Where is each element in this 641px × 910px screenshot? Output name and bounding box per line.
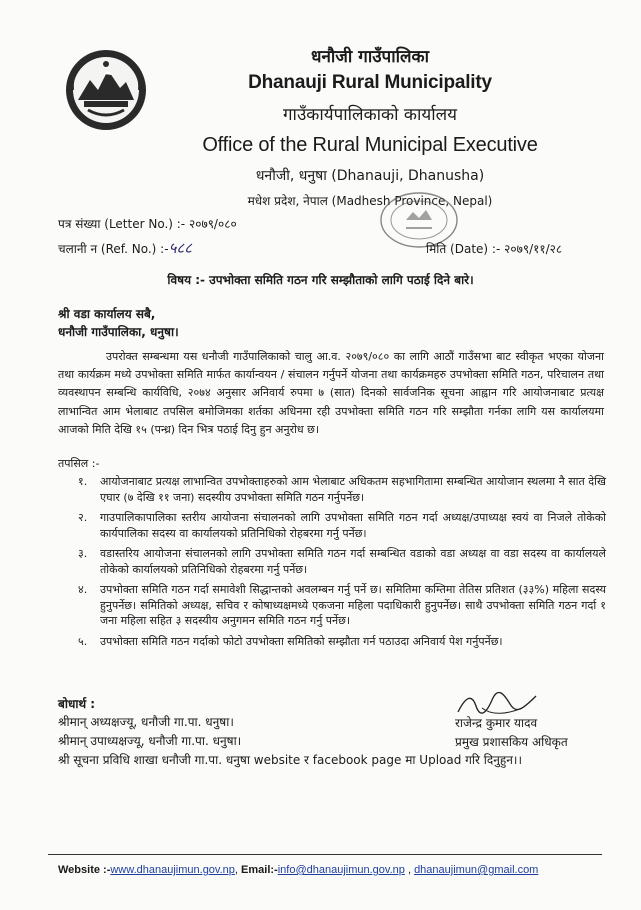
item-number: ३.	[78, 547, 88, 560]
footer-separator: ,	[234, 864, 242, 876]
item-number: ४.	[78, 583, 88, 596]
conditions-list	[78, 474, 606, 654]
item-text: वडास्तरिय आयोजना संचालनको लागि उपभोक्ता समिति गठन गर्दा सम्बन्धित वडाको वडा अध्यक्ष वा वडा सदस्य वा कार्यालयले तोकेको कार्यालयको प्रतिनिधिको रोहबरमा गर्नु पर्नेछ।	[100, 547, 606, 576]
date-label: मिति (Date) :-	[426, 242, 501, 256]
footer-divider	[48, 854, 602, 855]
footer-contact	[58, 864, 538, 876]
signatory-title: प्रमुख प्रशासकिय अधिकृत	[455, 735, 568, 749]
item-number: ५.	[78, 634, 88, 648]
office-name-np: गाउँकार्यपालिकाको कार्यालय	[282, 105, 458, 125]
letter-date	[426, 240, 562, 257]
reference-number	[58, 238, 192, 258]
email-link-gmail[interactable]: dhanaujimun@gmail.com	[414, 864, 539, 876]
recipient-line-1: श्री वडा कार्यालय सबै,	[58, 307, 156, 321]
reference-number-value: ५८८	[168, 239, 192, 257]
list-item	[78, 546, 606, 577]
cc-line-3: श्री सूचना प्रविधि शाखा धनौजी गा.पा. धनुषा website र facebook page मा Upload गरि दिनुहुन।।	[58, 753, 523, 767]
office-name-en: Office of the Rural Municipal Executive	[202, 134, 538, 156]
cc-line-2: श्रीमान् उपाध्यक्षज्यू, धनौजी गा.पा. धनुषा।	[58, 734, 242, 748]
reference-number-label: चलानी न (Ref. No.) :-	[58, 242, 169, 256]
municipality-name-np: धनौजी गाउँपालिका	[311, 47, 429, 67]
email-label: Email:-	[241, 864, 278, 876]
body-paragraph	[58, 348, 604, 439]
list-item	[78, 510, 606, 541]
letter-number-label: पत्र संख्या (Letter No.) :-	[58, 217, 186, 231]
letter-number-value: २०७९/०८०	[188, 217, 237, 231]
list-item	[78, 634, 606, 650]
item-number: १.	[78, 475, 88, 488]
list-item	[78, 474, 606, 505]
item-text: गाउपालिकापालिका स्तरीय आयोजना संचालनको लागि उपभोक्ता समिति गठन गर्दा अध्यक्ष/उपाध्यक्ष स्वयं वा निजले तोकेको कार्यपालिका सदस्य वा कार्यालयको प्रतिनिधिको रोहबरमा गर्नु पर्नेछ।	[100, 511, 606, 540]
website-label: Website :-	[58, 864, 111, 876]
recipient-line-2: धनौजी गाउँपालिका, धनुषा।	[58, 325, 179, 339]
details-label: तपसिल :-	[58, 457, 100, 470]
letter-subject: विषय :- उपभोक्ता समिति गठन गरि सम्झौताको लागि पठाई दिने बारे।	[167, 273, 474, 287]
website-link[interactable]: www.dhanaujimun.gov.np	[110, 864, 235, 876]
footer-separator: ,	[404, 864, 415, 876]
signatory-name: राजेन्द्र कुमार यादव	[455, 716, 538, 730]
date-value: २०७९/११/२८	[504, 242, 563, 256]
municipality-name-en: Dhanauji Rural Municipality	[248, 72, 492, 93]
municipality-emblem-logo	[64, 48, 148, 132]
item-text: आयोजनाबाट प्रत्यक्ष लाभान्वित उपभोक्ताहरुको आम भेलाबाट अधिकतम सहभागितामा सम्बन्धित आयोजान स्थलमा नै सात देखि एघार (७ देखि ११ जना) सदस्यीय उपभोक्ता समिति गठन गर्नुपर्नेछ।	[100, 475, 606, 504]
cc-title: बोधार्थ :	[58, 697, 96, 711]
province-line: मधेश प्रदेश, नेपाल (Madhesh Province, Nepal)	[247, 194, 493, 208]
letter-number	[58, 215, 237, 232]
address-line: धनौजी, धनुषा (Dhanauji, Dhanusha)	[255, 168, 485, 184]
body-text: उपरोक्त सम्बन्धमा यस धनौजी गाउँपालिकाको चालु आ.व. २०७९/०८० का लागि आठौं गाउँसभा बाट स्वीकृत भएका योजना तथा कार्यक्रम मध्ये उपभोक्ता समिति मार्फत कार्यान्वयन / संचालन गर्नुपर्ने योजना तथा कार्यक्रमहरु उपभोक्ता समिति गठन, परिचालन तथा व्यवस्थापन सम्बन्धि कार्यविधि, २०७४ अनुसार अनिवार्य रुपमा ७ (सात) दिनको सार्वजनिक सूचना आह्वान गरि आयोजनाबाट प्रत्यक्ष लाभान्वित आम भेलाबाट तपसिल बमोजिमका शर्तका अधिनमा रही उपभोक्ता समिति गठन गरि सम्झौता गर्नका लागि यस कार्यालयमा आजको मिति देखि १५ (पन्ध्र) दिन भित्र पठाई दिनु हुन अनुरोध छ।	[58, 350, 604, 436]
email-link-info[interactable]: info@dhanaujimun.gov.np	[277, 864, 405, 876]
item-text: उपभोक्ता समिति गठन गर्दाको फोटो उपभोक्ता समितिको सम्झौता गर्न पठाउदा अनिवार्य पेश गर्नुपर्नेछ।	[100, 634, 503, 648]
list-item	[78, 582, 606, 629]
cc-line-1: श्रीमान् अध्यक्षज्यू, धनौजी गा.पा. धनुषा।	[58, 715, 234, 729]
item-number: २.	[78, 511, 88, 524]
item-text: उपभोक्ता समिति गठन गर्दा समावेशी सिद्धान्तको अवलम्बन गर्नु पर्ने छ। समितिमा कम्तिमा तेतिस प्रतिशत (३३%) महिला सदस्य हुनुपर्नेछ। समितिको अध्यक्ष, सचिव र कोषाध्यक्षमध्ये एकजना महिला पदाधिकारी हुनुपर्नेछ। साथै उपभोक्ता समिति गठन गर्दा १ जना महिला सहित ३ सदस्यीय अनुगमन समिति गठन गर्नु पर्नेछ।	[100, 583, 606, 627]
